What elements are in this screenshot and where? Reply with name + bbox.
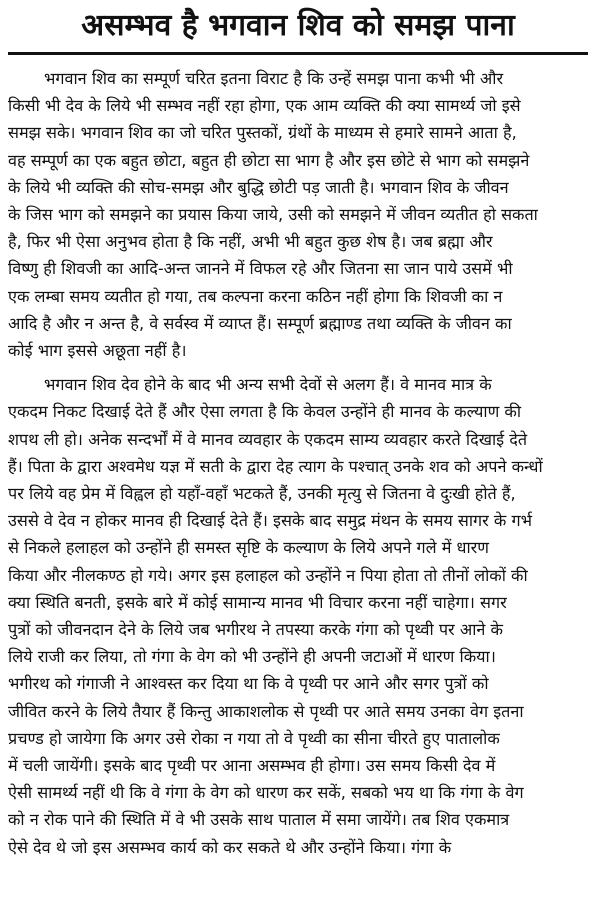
text-line: वह सम्पूर्ण का एक बहुत छोटा, बहुत ही छोटा सा भाग है और इस छोटे से भाग को समझने [8, 150, 530, 170]
text-line: भगवान शिव का सम्पूर्ण चरित इतना विराट है कि उन्हें समझ पाना कभी भी और [44, 69, 504, 88]
text-line: भगीरथ को गंगाजी ने आश्वस्त कर दिया था कि वे पृथ्वी पर आने और सगर पुत्रों को [8, 674, 489, 694]
text-line: में चली जायेंगी। इसके बाद पृथ्वी पर आना असम्भव ही होगा। उस समय किसी देव में [8, 756, 496, 776]
text-line: शपथ ली हो। अनेक सन्दर्भों में वे मानव व्यवहार के एकदम साम्य व्यवहार करते दिखाई देते [8, 429, 528, 449]
title-divider [8, 52, 588, 55]
text-line: विष्णु ही शिवजी का आदि-अन्त जानने में विफल रहे और जितना सा जान पाये उसमें भी [8, 259, 513, 279]
text-line: के लिये भी व्यक्ति की सोच-समझ और बुद्धि छोटी पड़ जाती है। भगवान शिव के जीवन [8, 177, 509, 197]
text-line: के जिस भाग को समझने का प्रयास किया जाये, उसी को समझने में जीवन व्यतीत हो सकता [8, 205, 538, 225]
document-body [8, 65, 588, 861]
text-line: आदि है और न अन्त है, वे सर्वस्व में व्याप्त हैं। सम्पूर्ण ब्रह्माण्ड तथा व्यक्ति के जीवन का [8, 313, 512, 333]
text-line: ऐसे देव थे जो इस असम्भव कार्य को कर सकते थे और उन्होंने किया। गंगा के [8, 837, 452, 857]
text-line: किसी भी देव के लिये भी सम्भव नहीं रहा होगा, एक आम व्यक्ति की क्या सामर्थ्य जो इसे [8, 96, 521, 116]
text-line: है, फिर भी ऐसा अनुभव होता है कि नहीं, अभी भी बहुत कुछ शेष है। जब ब्रह्मा और [8, 232, 493, 252]
text-line: लिये राजी कर लिया, तो गंगा के वेग को भी उन्होंने ही अपनी जटाओं में धारण किया। [8, 647, 496, 667]
text-line: किया और नीलकण्ठ हो गये। अगर इस हलाहल को उन्होंने न पिया होता तो तीनों लोकों की [8, 565, 528, 585]
text-line: भगवान शिव देव होने के बाद भी अन्य सभी देवों से अलग हैं। वे मानव मात्र के [44, 375, 492, 395]
paragraph [8, 65, 588, 364]
text-line: से निकले हलाहल को उन्होंने ही समस्त सृष्टि के कल्याण के लिये अपने गले में धारण [8, 538, 489, 558]
text-line: ऐसी सामर्थ्य नहीं थी कि वे गंगा के वेग को धारण कर सकें, सबको भय था कि गंगा के वेग [8, 783, 524, 803]
page-title: असम्भव है भगवान शिव को समझ पाना [81, 8, 515, 43]
paragraph [8, 371, 588, 861]
text-line: एक लम्बा समय व्यतीत हो गया, तब कल्पना करना कठिन नहीं होगा कि शिवजी का न [8, 286, 503, 306]
text-line: क्या स्थिति बनती, इसके बारे में कोई सामान्य मानव भी विचार करना नहीं चाहेगा। सगर [8, 592, 507, 612]
text-line: उससे वे देव न होकर मानव ही दिखाई देते हैं। इसके बाद समुद्र मंथन के समय सागर के गर्भ [8, 511, 532, 531]
text-line: जीवित करने के लिये तैयार हैं किन्तु आकाशलोक से पृथ्वी पर आते समय उनका वेग इतना [8, 701, 524, 721]
text-line: पुत्रों को जीवनदान देने के लिये जब भगीरथ ने तपस्या करके गंगा को पृथ्वी पर आने के [8, 620, 503, 640]
text-line: प्रचण्ड हो जायेगा कि अगर उसे रोका न गया तो वे पृथ्वी का सीना चीरते हुए पातालोक [8, 728, 500, 748]
text-line: पर लिये वह प्रेम में विह्वल हो यहाँ-वहाँ भटकते हैं, उनकी मृत्यु से जितना वे दुःखी होते हैं, [8, 484, 516, 504]
text-line: हैं। पिता के द्वारा अश्वमेध यज्ञ में सती के द्वारा देह त्याग के पश्चात् उनके शव को अपने कन्धों [8, 456, 543, 476]
text-line: एकदम निकट दिखाई देते हैं और ऐसा लगता है कि केवल उन्होंने ही मानव के कल्याण की [8, 402, 522, 422]
text-line: समझ सके। भगवान शिव का जो चरित पुस्तकों, ग्रंथों के माध्यम से हमारे सामने आता है, [8, 123, 517, 143]
text-line: को न रोक पाने की स्थिति में वे भी उसके साथ पाताल में समा जायेंगे। तब शिव एकमात्र [8, 810, 510, 830]
text-line: कोई भाग इससे अछूता नहीं है। [8, 341, 187, 361]
